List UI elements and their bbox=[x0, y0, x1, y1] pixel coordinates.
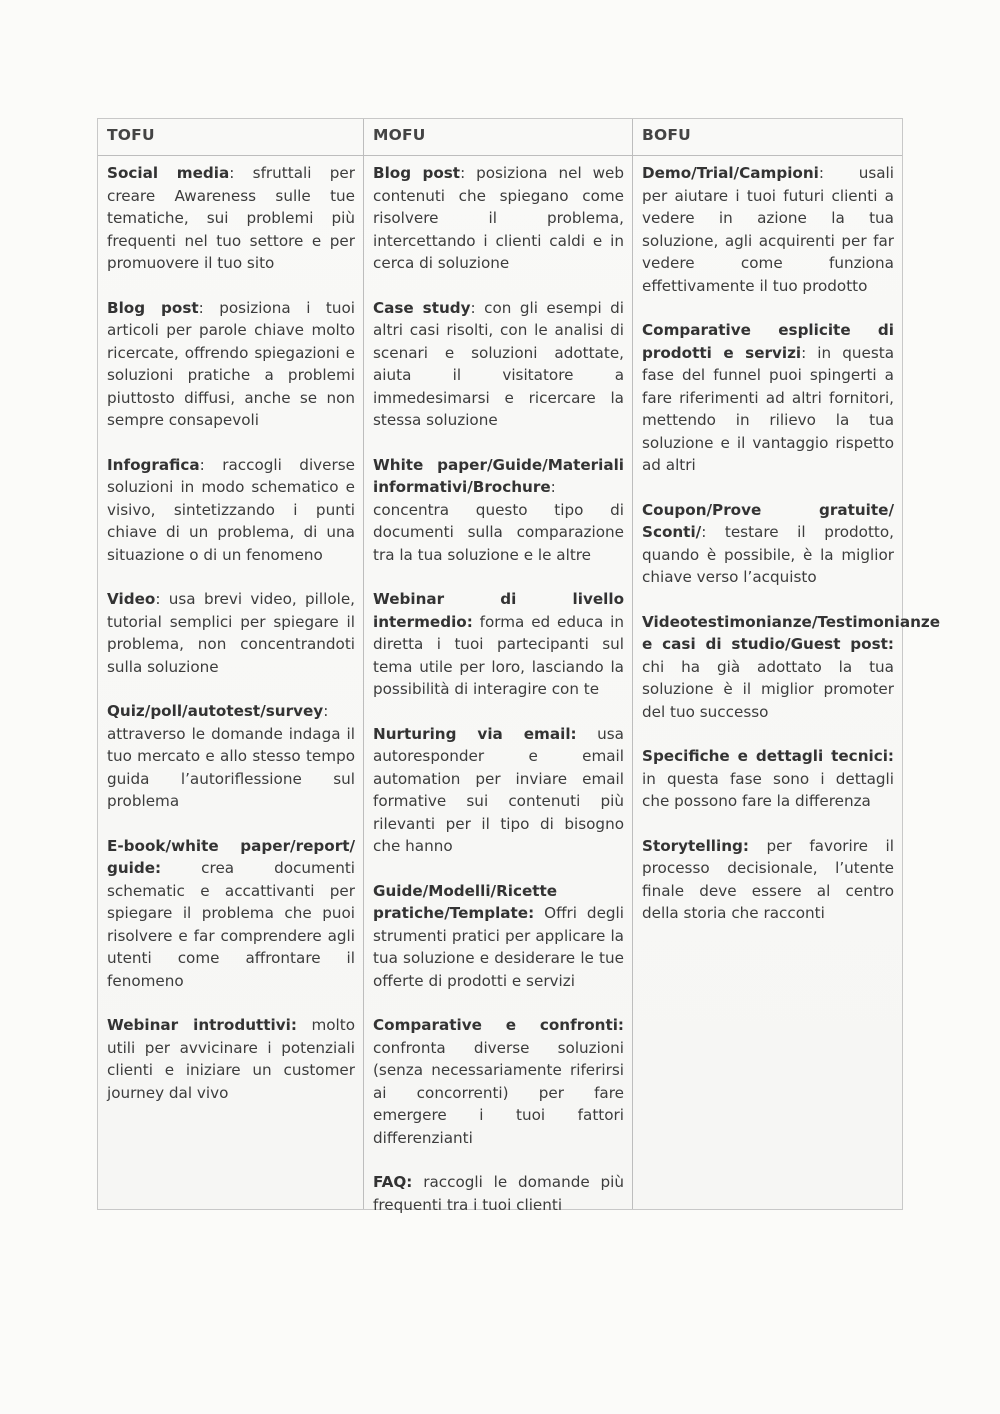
entry-guide-modelli bbox=[373, 880, 624, 993]
entry-text: crea documenti schematic e accattivanti per spiegare il problema che puoi risolvere e far comprendere agli utenti come affrontare il fenomeno bbox=[107, 859, 355, 990]
entry-white-paper-guide bbox=[373, 454, 624, 567]
entry-term: Webinar introduttivi: bbox=[107, 1016, 297, 1034]
column-body-bofu bbox=[633, 156, 941, 925]
entry-coupon-prove bbox=[642, 499, 894, 589]
column-header-bofu: BOFU bbox=[633, 119, 902, 156]
entry-text: raccogli le domande più frequenti tra i tuoi clienti bbox=[373, 1173, 624, 1214]
entry-term: FAQ: bbox=[373, 1173, 413, 1191]
entry-blog-post bbox=[373, 162, 624, 275]
entry-storytelling bbox=[642, 835, 894, 925]
entry-infografica bbox=[107, 454, 355, 567]
entry-text: molto utili per avvicinare i potenziali clienti e iniziare un customer journey dal vivo bbox=[107, 1016, 355, 1102]
entry-quiz-poll bbox=[107, 700, 355, 813]
entry-term: Comparative e confronti: bbox=[373, 1016, 624, 1034]
entry-term: Video bbox=[107, 590, 156, 608]
entry-blog-post bbox=[107, 297, 355, 432]
entry-term: Case study bbox=[373, 298, 471, 317]
entry-text: : usa brevi video, pillole, tutorial semplici per spiegare il problema, non concentrandoti sulla soluzione bbox=[107, 590, 355, 676]
entry-term: Specifiche e dettagli tecnici: bbox=[642, 747, 894, 765]
entry-comparative-esplicite bbox=[642, 319, 894, 477]
column-body-tofu bbox=[98, 156, 363, 1104]
entry-term: Blog post bbox=[373, 164, 461, 182]
entry-text: : in questa fase del funnel puoi spingerti a fare riferimenti ad altri fornitori, mettendo in rilievo la tua soluzione e il vantaggio rispetto ad altri bbox=[642, 343, 894, 474]
entry-specifiche-tecniche bbox=[642, 745, 894, 813]
entry-webinar-introduttivi bbox=[107, 1014, 355, 1104]
entry-text: : con gli esempi di altri casi risolti, con le analisi di scenari e soluzioni adottate, aiuta il visitatore a immedesimarsi e ricercare la stessa soluzione bbox=[373, 298, 624, 429]
entry-term: Nurturing via email: bbox=[373, 724, 577, 743]
entry-comparative-confronti bbox=[373, 1014, 624, 1149]
entry-videotestimonianze bbox=[642, 611, 941, 724]
entry-term: Infografica bbox=[107, 455, 200, 474]
entry-text: Offri degli strumenti pratici per applicare la tua soluzione e desiderare le tue offerte di prodotti e servizi bbox=[373, 904, 624, 990]
entry-text: : concentra questo tipo di documenti sulla comparazione tra la tua soluzione e le altre bbox=[373, 478, 624, 564]
column-header-mofu: MOFU bbox=[364, 119, 632, 156]
column-body-mofu bbox=[364, 156, 632, 1216]
entry-text: : testare il prodotto, quando è possibile, è la miglior chiave verso l’acquisto bbox=[642, 523, 894, 586]
entry-social-media bbox=[107, 162, 355, 275]
entry-demo-trial bbox=[642, 162, 894, 297]
entry-text: : posiziona i tuoi articoli per parole chiave molto ricercate, offrendo spiegazioni e soluzioni pratiche a problemi piuttosto diffusi, anche se non sempre consapevoli bbox=[107, 298, 355, 429]
column-tofu bbox=[98, 119, 363, 1209]
entry-term: Webinar di livello intermedio: bbox=[373, 590, 624, 631]
entry-text: per favorire il processo decisionale, l’utente finale deve essere al centro della storia che racconti bbox=[642, 836, 894, 922]
entry-term: Blog post bbox=[107, 298, 199, 317]
entry-case-study bbox=[373, 297, 624, 432]
funnel-content-table bbox=[97, 118, 941, 1214]
entry-text: confronta diverse soluzioni (senza necessariamente riferirsi ai concorrenti) per fare emergere i tuoi fattori differenzianti bbox=[373, 1038, 624, 1147]
entry-text: : usali per aiutare i tuoi futuri clienti a vedere in azione la tua soluzione, agli acquirenti per far vedere come funziona effettivamente il tuo prodotto bbox=[642, 164, 894, 295]
entry-term: E-book/white paper/report/ guide: bbox=[107, 836, 355, 877]
entry-text: usa autoresponder e email automation per inviare email formative sui contenuti più rilevanti per il tipo di bisogno che hanno bbox=[373, 724, 624, 855]
entry-term: Quiz/poll/autotest/survey bbox=[107, 702, 324, 720]
entry-term: Guide/Modelli/Ricette pratiche/Template: bbox=[373, 881, 558, 922]
column-header-tofu: TOFU bbox=[98, 119, 363, 156]
entry-video bbox=[107, 588, 355, 678]
entry-faq bbox=[373, 1171, 624, 1216]
entry-term: Coupon/Prove gratuite/ Sconti/ bbox=[642, 500, 894, 541]
column-bofu bbox=[632, 119, 941, 1209]
entry-ebook-white-paper bbox=[107, 835, 355, 993]
column-mofu bbox=[363, 119, 632, 1214]
entry-term: Videotestimonianze/Testimonianze e casi di studio/Guest post: bbox=[642, 612, 941, 653]
entry-text: chi ha già adottato la tua soluzione è il miglior promoter del tuo successo bbox=[642, 657, 894, 721]
entry-term: Storytelling: bbox=[642, 836, 749, 855]
entry-text: : attraverso le domande indaga il tuo mercato e allo stesso tempo guida l’autoriflessione sul problema bbox=[107, 702, 355, 810]
entry-term: Comparative esplicite di prodotti e servizi bbox=[642, 321, 894, 362]
entry-text: forma ed educa in diretta i tuoi partecipanti sul tema utile per loro, lasciando la possibilità di interagire con te bbox=[373, 612, 624, 698]
entry-term: Social media bbox=[107, 164, 230, 182]
entry-webinar-intermedio bbox=[373, 588, 624, 701]
entry-text: in questa fase sono i dettagli che possono fare la differenza bbox=[642, 769, 894, 810]
entry-text: : sfruttali per creare Awareness sulle tue tematiche, sui problemi più frequenti nel tuo settore e per promuovere il tuo sito bbox=[107, 164, 355, 272]
entry-text: : raccogli diverse soluzioni in modo schematico e visivo, sintetizzando i punti chiave di un problema, di una situazione o di un fenomeno bbox=[107, 455, 355, 564]
entry-term: Demo/Trial/Campioni bbox=[642, 164, 819, 182]
entry-term: White paper/Guide/Materiali informativi/Brochure bbox=[373, 455, 624, 496]
entry-nurturing-email bbox=[373, 723, 624, 858]
entry-text: : posiziona nel web contenuti che spiegano come risolvere il problema, intercettando i clienti caldi e in cerca di soluzione bbox=[373, 164, 624, 272]
